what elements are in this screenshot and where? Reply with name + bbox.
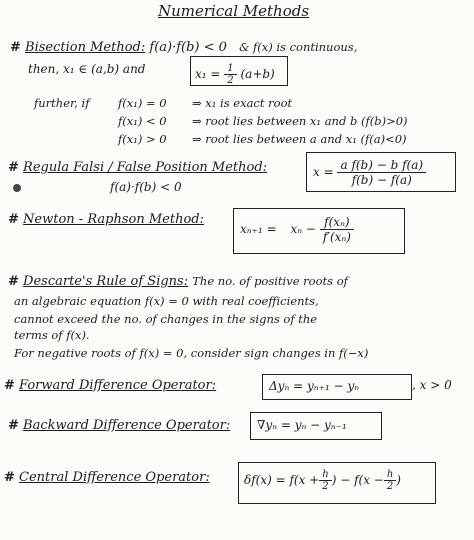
forward-heading-row bbox=[4, 378, 216, 393]
hash-mark: # bbox=[8, 418, 19, 433]
case2-lhs: f(x₁) < 0 bbox=[118, 114, 167, 128]
margin-dot bbox=[13, 184, 21, 192]
backward-formula-box bbox=[250, 412, 382, 440]
hash-mark: # bbox=[10, 40, 21, 55]
newton-box-mid: xₙ − bbox=[290, 222, 316, 236]
case1-rhs: ⇒ x₁ is exact root bbox=[192, 96, 293, 110]
central-box-c: ) bbox=[396, 473, 401, 487]
descartes-line3: cannot exceed the no. of changes in the signs of the bbox=[14, 312, 318, 326]
regula-formula-box bbox=[306, 152, 456, 192]
newton-box-den: f′(xₙ) bbox=[322, 230, 351, 244]
bisection-then: then, x₁ ∈ (a,b) and bbox=[28, 62, 146, 76]
bisection-condition: f(a)·f(b) < 0 bbox=[149, 40, 227, 55]
case2-rhs: ⇒ root lies between x₁ and b (f(b)>0) bbox=[192, 114, 408, 128]
descartes-heading: Descarte's Rule of Signs: bbox=[23, 274, 189, 289]
central-heading-row bbox=[4, 470, 210, 485]
hash-mark: # bbox=[8, 274, 19, 289]
central-d1: 2 bbox=[322, 481, 329, 492]
forward-formula-box bbox=[262, 374, 412, 400]
case1-lhs: f(x₁) = 0 bbox=[118, 96, 167, 110]
hash-mark: # bbox=[4, 470, 15, 485]
bisection-box-den: 2 bbox=[227, 75, 234, 86]
backward-heading-row bbox=[8, 418, 230, 433]
backward-heading: Backward Difference Operator: bbox=[23, 418, 231, 433]
forward-heading: Forward Difference Operator: bbox=[19, 378, 217, 393]
regula-box-lhs: x = bbox=[313, 165, 334, 179]
descartes-line1: The no. of positive roots of bbox=[192, 274, 348, 288]
newton-box-num: f(xₙ) bbox=[320, 215, 354, 230]
regula-condition: f(a)·f(b) < 0 bbox=[110, 180, 182, 194]
bisection-box-rest: (a+b) bbox=[240, 67, 275, 81]
newton-heading: Newton - Raphson Method: bbox=[23, 212, 204, 227]
bisection-continuity: & f(x) is continuous, bbox=[239, 40, 358, 54]
regula-box-num: a f(b) − b f(a) bbox=[337, 158, 426, 173]
newton-box-lhs: xₙ₊₁ = bbox=[240, 222, 277, 236]
regula-box-den: f(b) − f(a) bbox=[351, 173, 412, 187]
bisection-further: further, if bbox=[34, 96, 90, 110]
bisection-heading-row bbox=[10, 40, 357, 55]
descartes-heading-row bbox=[8, 274, 348, 289]
regula-heading: Regula Falsi / False Position Method: bbox=[23, 160, 268, 175]
bisection-box-lhs: x₁ = bbox=[195, 67, 221, 81]
central-box-a: δf(x) = f(x + bbox=[244, 473, 320, 487]
central-h2: h bbox=[384, 469, 396, 481]
hash-mark: # bbox=[8, 212, 19, 227]
forward-after: , x > 0 bbox=[412, 378, 452, 392]
newton-heading-row bbox=[8, 212, 204, 227]
central-box-b: ) − f(x − bbox=[331, 473, 384, 487]
page-title: Numerical Methods bbox=[158, 2, 310, 20]
bisection-heading: Bisection Method: bbox=[25, 40, 146, 55]
newton-formula-box bbox=[233, 208, 405, 254]
central-h1: h bbox=[319, 469, 331, 481]
case3-rhs: ⇒ root lies between a and x₁ (f(a)<0) bbox=[192, 132, 407, 146]
bisection-box-num: 1 bbox=[224, 63, 236, 75]
descartes-line5: For negative roots of f(x) = 0, consider sign changes in f(−x) bbox=[14, 346, 369, 360]
regula-heading-row bbox=[8, 160, 267, 175]
hash-mark: # bbox=[4, 378, 15, 393]
bisection-formula-box bbox=[190, 56, 288, 86]
backward-box-text: ∇yₙ = yₙ − yₙ₋₁ bbox=[257, 418, 347, 432]
central-heading: Central Difference Operator: bbox=[19, 470, 210, 485]
forward-box-text: Δyₙ = yₙ₊₁ − yₙ bbox=[269, 379, 360, 393]
descartes-line4: terms of f(x). bbox=[14, 328, 90, 342]
descartes-line2: an algebraic equation f(x) = 0 with real coefficients, bbox=[14, 294, 319, 308]
central-d2: 2 bbox=[386, 481, 394, 492]
hash-mark: # bbox=[8, 160, 19, 175]
case3-lhs: f(x₁) > 0 bbox=[118, 132, 167, 146]
central-formula-box bbox=[238, 462, 436, 504]
